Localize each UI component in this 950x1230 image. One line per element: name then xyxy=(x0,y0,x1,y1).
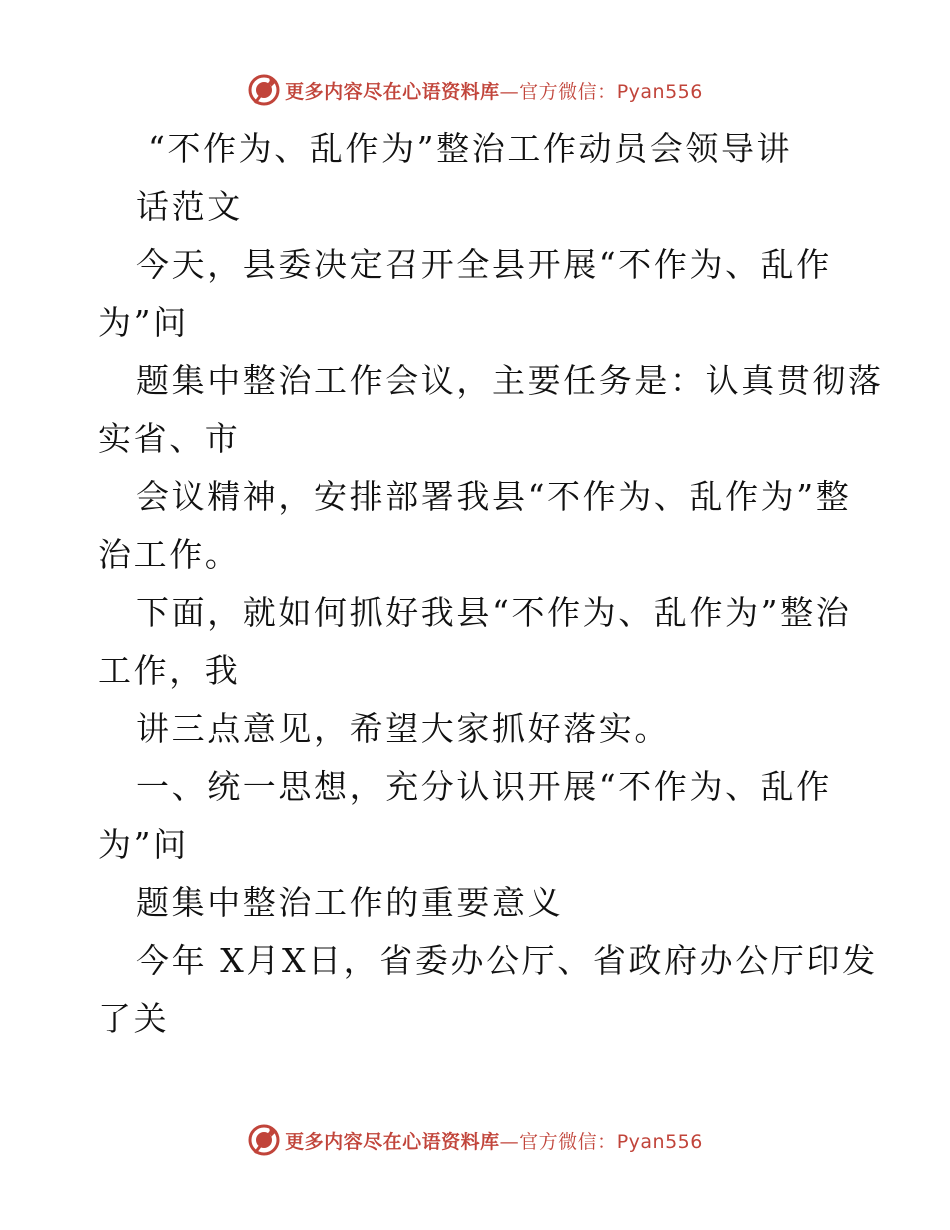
footer-watermark xyxy=(0,1120,950,1160)
paragraph-line: 实省、市 xyxy=(98,419,241,458)
watermark-official: 官方微信： xyxy=(519,80,617,103)
paragraph-line: 为”问 xyxy=(98,303,189,342)
watermark-dash: — xyxy=(499,1130,520,1153)
quill-logo-icon xyxy=(247,73,281,107)
watermark-text xyxy=(285,1127,703,1154)
paragraph-line: 工作，我 xyxy=(98,651,241,690)
paragraph-line: 讲三点意见，希望大家抓好落实。 xyxy=(136,709,670,748)
watermark-official: 官方微信： xyxy=(519,1130,617,1153)
watermark-main: 更多内容尽在心语资料库 xyxy=(285,80,500,103)
paragraph-line: 会议精神，安排部署我县“不作为、乱作为”整 xyxy=(136,477,852,516)
watermark-dash: — xyxy=(499,80,520,103)
watermark-wechat-id: Pyan556 xyxy=(616,80,703,103)
header-watermark xyxy=(0,70,950,110)
paragraph-line: 了关 xyxy=(98,999,170,1038)
section-heading-line-2: 为”问 xyxy=(98,825,189,864)
paragraph-line: 今年 X月X日，省委办公厅、省政府办公厅印发 xyxy=(136,941,878,980)
watermark-text xyxy=(285,77,703,104)
section-heading-line-1: 一、统一思想，充分认识开展“不作为、乱作 xyxy=(136,767,832,806)
section-heading-line-3: 题集中整治工作的重要意义 xyxy=(136,883,564,922)
paragraph-line: 下面，就如何抓好我县“不作为、乱作为”整治 xyxy=(136,593,852,632)
watermark-main: 更多内容尽在心语资料库 xyxy=(285,1130,500,1153)
quill-logo-icon xyxy=(247,1123,281,1157)
document-title-line-2: 话范文 xyxy=(136,187,243,226)
paragraph-line: 今天，县委决定召开全县开展“不作为、乱作 xyxy=(136,245,832,284)
paragraph-line: 题集中整治工作会议，主要任务是：认真贯彻落 xyxy=(136,361,884,400)
paragraph-line: 治工作。 xyxy=(98,535,241,574)
watermark-wechat-id: Pyan556 xyxy=(616,1130,703,1153)
document-title-line-1: “不作为、乱作为”整治工作动员会领导讲 xyxy=(148,129,793,168)
